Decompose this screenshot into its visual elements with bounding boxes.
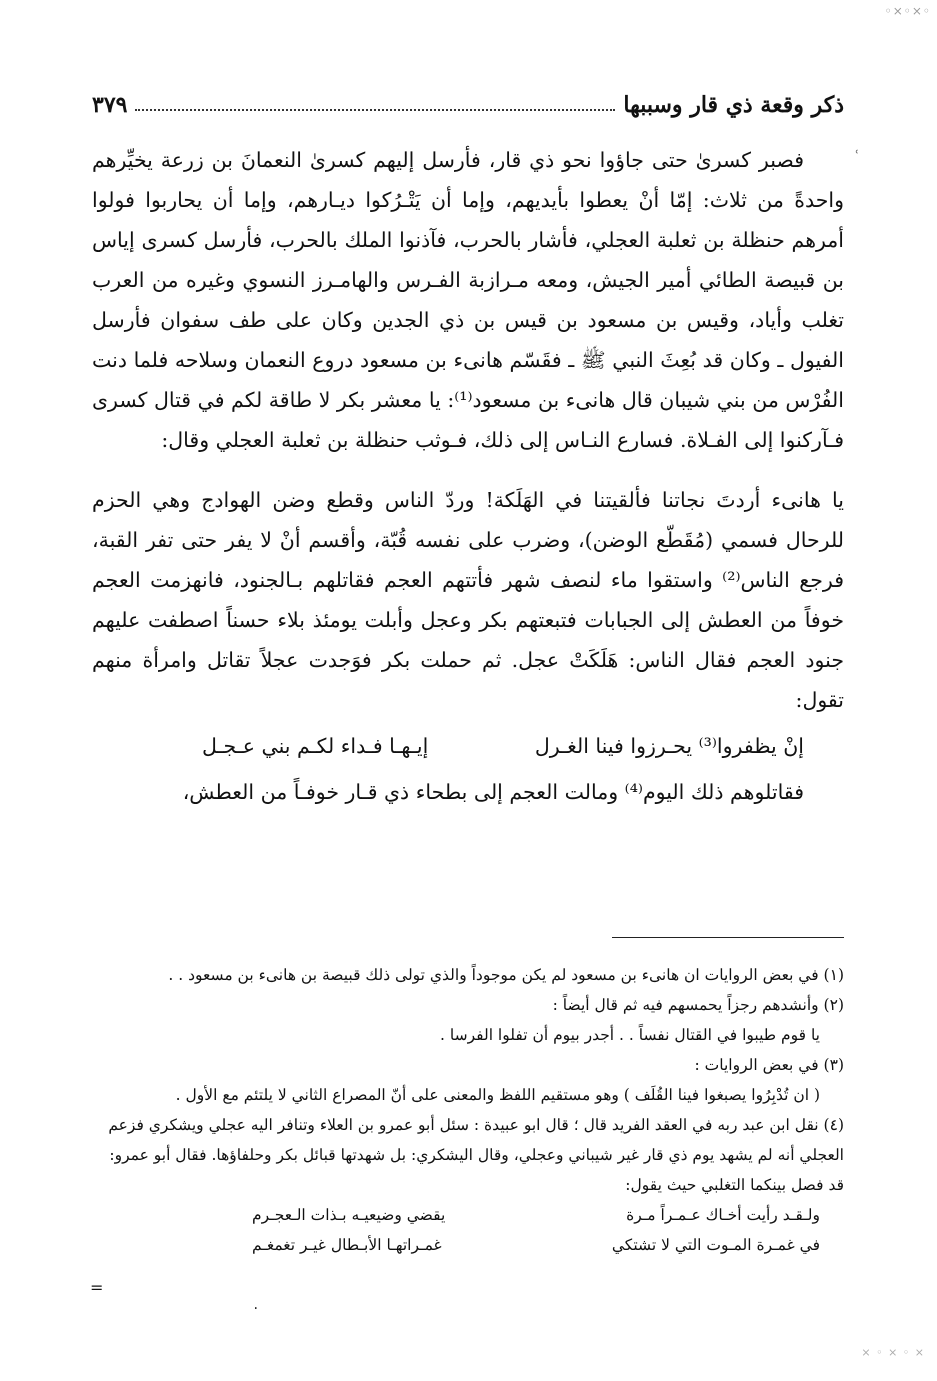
footnote-3: (٣) في بعض الروايات : <box>694 1056 844 1074</box>
poem-verse <box>92 720 844 772</box>
footnote-4: (٤) نقل ابن عبد ربه في العقد الفريد قال ؛ قال ابو عبيدة : سئل أبو عمرو بن العلاء وتنافر اليه عجلي ويشكري فزعم العجلي أنه لم يشهد يوم ذي قار غير شيباني وعجلي، وقال اليشكري: بل شهدتها قبائل بكر وحلفاؤها. فقال أبو عمرو: قد فصل بينكما التغلبي حيث يقول: <box>108 1116 844 1194</box>
footnote-separator <box>612 937 844 938</box>
paragraph-2: يا هانىء أردتَ نجاتنا فألقيتنا في الهَلَكة! وردّ الناس وقطع وضن الهوادج وهي الحزم للرحال فسمي (مُقَطّع الوضن)، وضرب على نفسه قُبّة، وأقسم أنْ لا يفر حتى تفر القبة، فرجع الناس⁽²⁾ واستقوا ماء لنصف شهر فأتتهم العجم فقاتلهم بـالجنود، فانهزمت العجم خوفاً من العطش إلى الجبابات فتبعتهم بكر وعجل وأبلت يومئذ بلاء حسناً اصطفت عليهم جنود العجم فقال الناس: هَلَكَتْ عجل. ثم حملت بكر فوَجدت عجلاً تقاتل وامرأة منهم تقول: <box>92 488 844 712</box>
footnote-3-text: ( ان تُدْبِرُوا يصبغوا فينا القُلَف ) وهو مستقيم اللفظ والمعنى على أنّ المصراع الثاني لا يلتئم مع الأول . <box>175 1086 820 1104</box>
footnote-1: (١) في بعض الروايات ان هانىء بن مسعود لم يكن موجوداً والذي تولى ذلك قبيصة بن هانىء بن مسعود . . <box>168 966 844 984</box>
margin-mark: ˓ <box>855 145 860 161</box>
verse-hemistich-right: إنْ يظفروا⁽³⁾ يحـرزوا فينا الغـرل <box>534 734 804 758</box>
verse-hemistich-left: غمـراتهـا الأبـطال غيـر تغمغـم <box>252 1236 442 1254</box>
chapter-title: ذكر وقعة ذي قار وسببها <box>623 92 844 118</box>
verse-hemistich-left: إيـهـا فـداء لكـم بني عـجـل <box>202 734 429 758</box>
stray-dot: ٠ <box>252 1300 260 1316</box>
footnotes <box>92 960 844 1260</box>
footnote-2-verse: يا قوم طيبوا في القتال نفساً . . أجدر بيوم أن تفلوا الفرسا . <box>440 1026 820 1044</box>
footnote-2: (٢) وأنشدهم رجزاً يحمسهم فيه ثم قال أيضاً : <box>552 996 844 1014</box>
main-text <box>92 140 844 812</box>
scan-corner-decoration: × ◦ × ◦ × <box>861 1346 925 1359</box>
verse-hemistich-right: ولـقـد رأيت أخـاك عـمـراً مـرة <box>626 1206 820 1224</box>
footnote-4-verse-2 <box>92 1230 844 1260</box>
paragraph-1: فصبر كسرىٰ حتى جاؤوا نحو ذي قار، فأرسل إليهم كسرىٰ النعمانَ بن زرعة يخيِّرهم واحدةً من ثلاث: إمّا أنْ يعطوا بأيديهم، وإما أن يَتْـرُكوا ديـارهم، وإما أن يحاربوا فولوا أمرهم حنظلة بن ثعلبة العجلي، فأشار بالحرب، فآذنوا الملك بالحرب، فأرسل كسرى إياس بن قبيصة الطائي أمير الجيش، ومعه مـرازبة الفـرس والهامـرز النسوي وغيره من العرب تغلب وأياد، وقيس بن مسعود بن قيس بن ذي الجدين وكان على طف سفوان فأرسل الفيول ـ وكان قد بُعِثَ النبي ﷺ ـ فقَسّم هانىء بن مسعود دروع النعمان وسلاحه فلما دنت الفُرْس من بني شيبان قال هانىء بن مسعود⁽¹⁾: يا معشر بكر لا طاقة لكم في قتال كسرى فـآركنوا إلى الفـلاة. فسارع النـاس إلى ذلك، فـوثب حنظلة بن ثعلبة العجلي وقال: <box>92 148 844 452</box>
header-dotted-leader <box>135 108 615 111</box>
running-header <box>92 84 844 118</box>
continuation-mark: = <box>90 1278 104 1297</box>
footnote-4-verse-1 <box>92 1200 844 1230</box>
scan-corner-decoration: ◦×◦×◦ <box>884 4 931 18</box>
verse-hemistich-right: في غمـرة المـوت التي لا تشتكي <box>611 1236 820 1254</box>
paragraph-gap <box>92 460 844 480</box>
page-number: ٣٧٩ <box>92 92 128 118</box>
verse-hemistich-left: يقضي وضيعيـه بـذات الـعجـرم <box>252 1206 446 1224</box>
paragraph-3: فقاتلوهم ذلك اليوم⁽⁴⁾ ومالت العجم إلى بطحاء ذي قـار خوفـاً من العطش، <box>182 780 804 804</box>
